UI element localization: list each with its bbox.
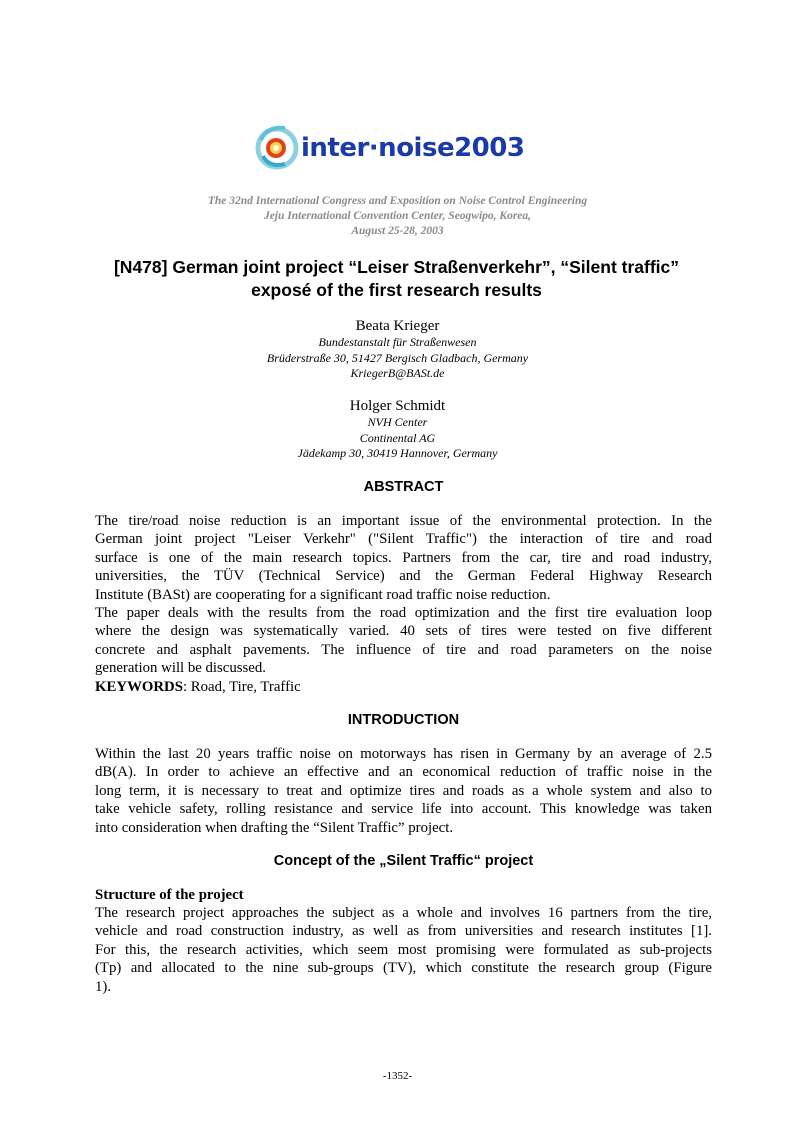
structure-subheading: Structure of the project bbox=[95, 887, 244, 903]
text-line: generation will be discussed. bbox=[95, 660, 266, 677]
author-email: KriegerB@BASt.de bbox=[350, 366, 445, 380]
author-affiliation: Bundestanstalt für Straßenwesen bbox=[318, 335, 477, 349]
text-line: long term, it is necessary to treat and optimize tires and roads as a whole system and also to bbox=[95, 782, 712, 799]
title-line-2: exposé of the first research results bbox=[251, 280, 542, 300]
introduction-body bbox=[95, 745, 712, 837]
conference-line-2: Jeju International Convention Center, Seogwipo, Korea, bbox=[263, 210, 532, 222]
text-line: dB(A). In order to achieve an effective and an economical reduction of traffic noise in the bbox=[95, 764, 712, 781]
author-name: Beata Krieger bbox=[355, 318, 440, 334]
concept-body bbox=[95, 904, 712, 996]
page-number: -1352- bbox=[382, 1070, 413, 1082]
text-line: Institute (BASt) are cooperating for a significant road traffic noise reduction. bbox=[95, 586, 551, 603]
conference-logo bbox=[255, 118, 545, 180]
abstract-heading: ABSTRACT bbox=[363, 479, 444, 495]
introduction-heading: INTRODUCTION bbox=[347, 712, 460, 728]
text-line: 1). bbox=[95, 978, 112, 995]
author-block-1 bbox=[95, 317, 700, 382]
text-line: concrete and asphalt pavements. The influence of tire and road parameters on the noise bbox=[95, 641, 712, 658]
conference-line-1: The 32nd International Congress and Exposition on Noise Control Engineering bbox=[207, 195, 588, 207]
text-line: The research project approaches the subject as a whole and involves 16 partners from the tire, bbox=[95, 905, 712, 921]
abstract-body bbox=[95, 512, 712, 678]
text-line: The tire/road noise reduction is an important issue of the environmental protection. In the bbox=[95, 513, 712, 529]
swirl-logo-icon bbox=[255, 118, 303, 180]
paper-title bbox=[60, 256, 733, 302]
keywords-value: : Road, Tire, Traffic bbox=[182, 679, 301, 695]
text-line: universities, the TÜV (Technical Service) and the German Federal Highway Research bbox=[95, 568, 712, 585]
text-line: German joint project "Leiser Verkehr" ("Silent Traffic") the interaction of tire and road bbox=[95, 531, 712, 548]
concept-heading: Concept of the „Silent Traffic“ project bbox=[273, 853, 534, 869]
text-line: Within the last 20 years traffic noise on motorways has risen in Germany by an average of 2.5 bbox=[95, 746, 712, 762]
author-name: Holger Schmidt bbox=[349, 398, 446, 414]
keywords-label: KEYWORDS bbox=[95, 679, 183, 695]
keywords-line bbox=[95, 678, 712, 696]
text-line: take vehicle safety, rolling resistance and service life into account. This knowledge was taken bbox=[95, 801, 712, 818]
logo-wordmark: inter·noise2003 bbox=[301, 133, 525, 163]
text-line: (Tp) and allocated to the nine sub-groups (TV), which constitute the research group (Figure bbox=[95, 960, 712, 977]
author-address: Jädekamp 30, 30419 Hannover, Germany bbox=[297, 446, 498, 460]
text-line: vehicle and road construction industry, as well as from universities and research institutes [1]. bbox=[95, 923, 712, 940]
conference-line-3: August 25-28, 2003 bbox=[351, 225, 444, 237]
author-company: Continental AG bbox=[359, 430, 436, 445]
title-line-1: [N478] German joint project “Leiser Straßenverkehr”, “Silent traffic” bbox=[113, 257, 680, 277]
author-affiliation: NVH Center bbox=[367, 415, 428, 429]
author-block-2 bbox=[95, 397, 700, 462]
text-line: into consideration when drafting the “Silent Traffic” project. bbox=[95, 819, 454, 836]
text-line: For this, the research activities, which seem most promising were formulated as sub-projects bbox=[95, 941, 712, 958]
text-line: surface is one of the main research topics. Partners from the car, tire and road industry, bbox=[95, 549, 712, 566]
text-line: The paper deals with the results from the road optimization and the first tire evaluation loop bbox=[95, 605, 712, 622]
text-line: where the design was systematically varied. 40 sets of tires were tested on five different bbox=[95, 623, 712, 640]
author-address: Brüderstraße 30, 51427 Bergisch Gladbach, Germany bbox=[266, 350, 529, 365]
